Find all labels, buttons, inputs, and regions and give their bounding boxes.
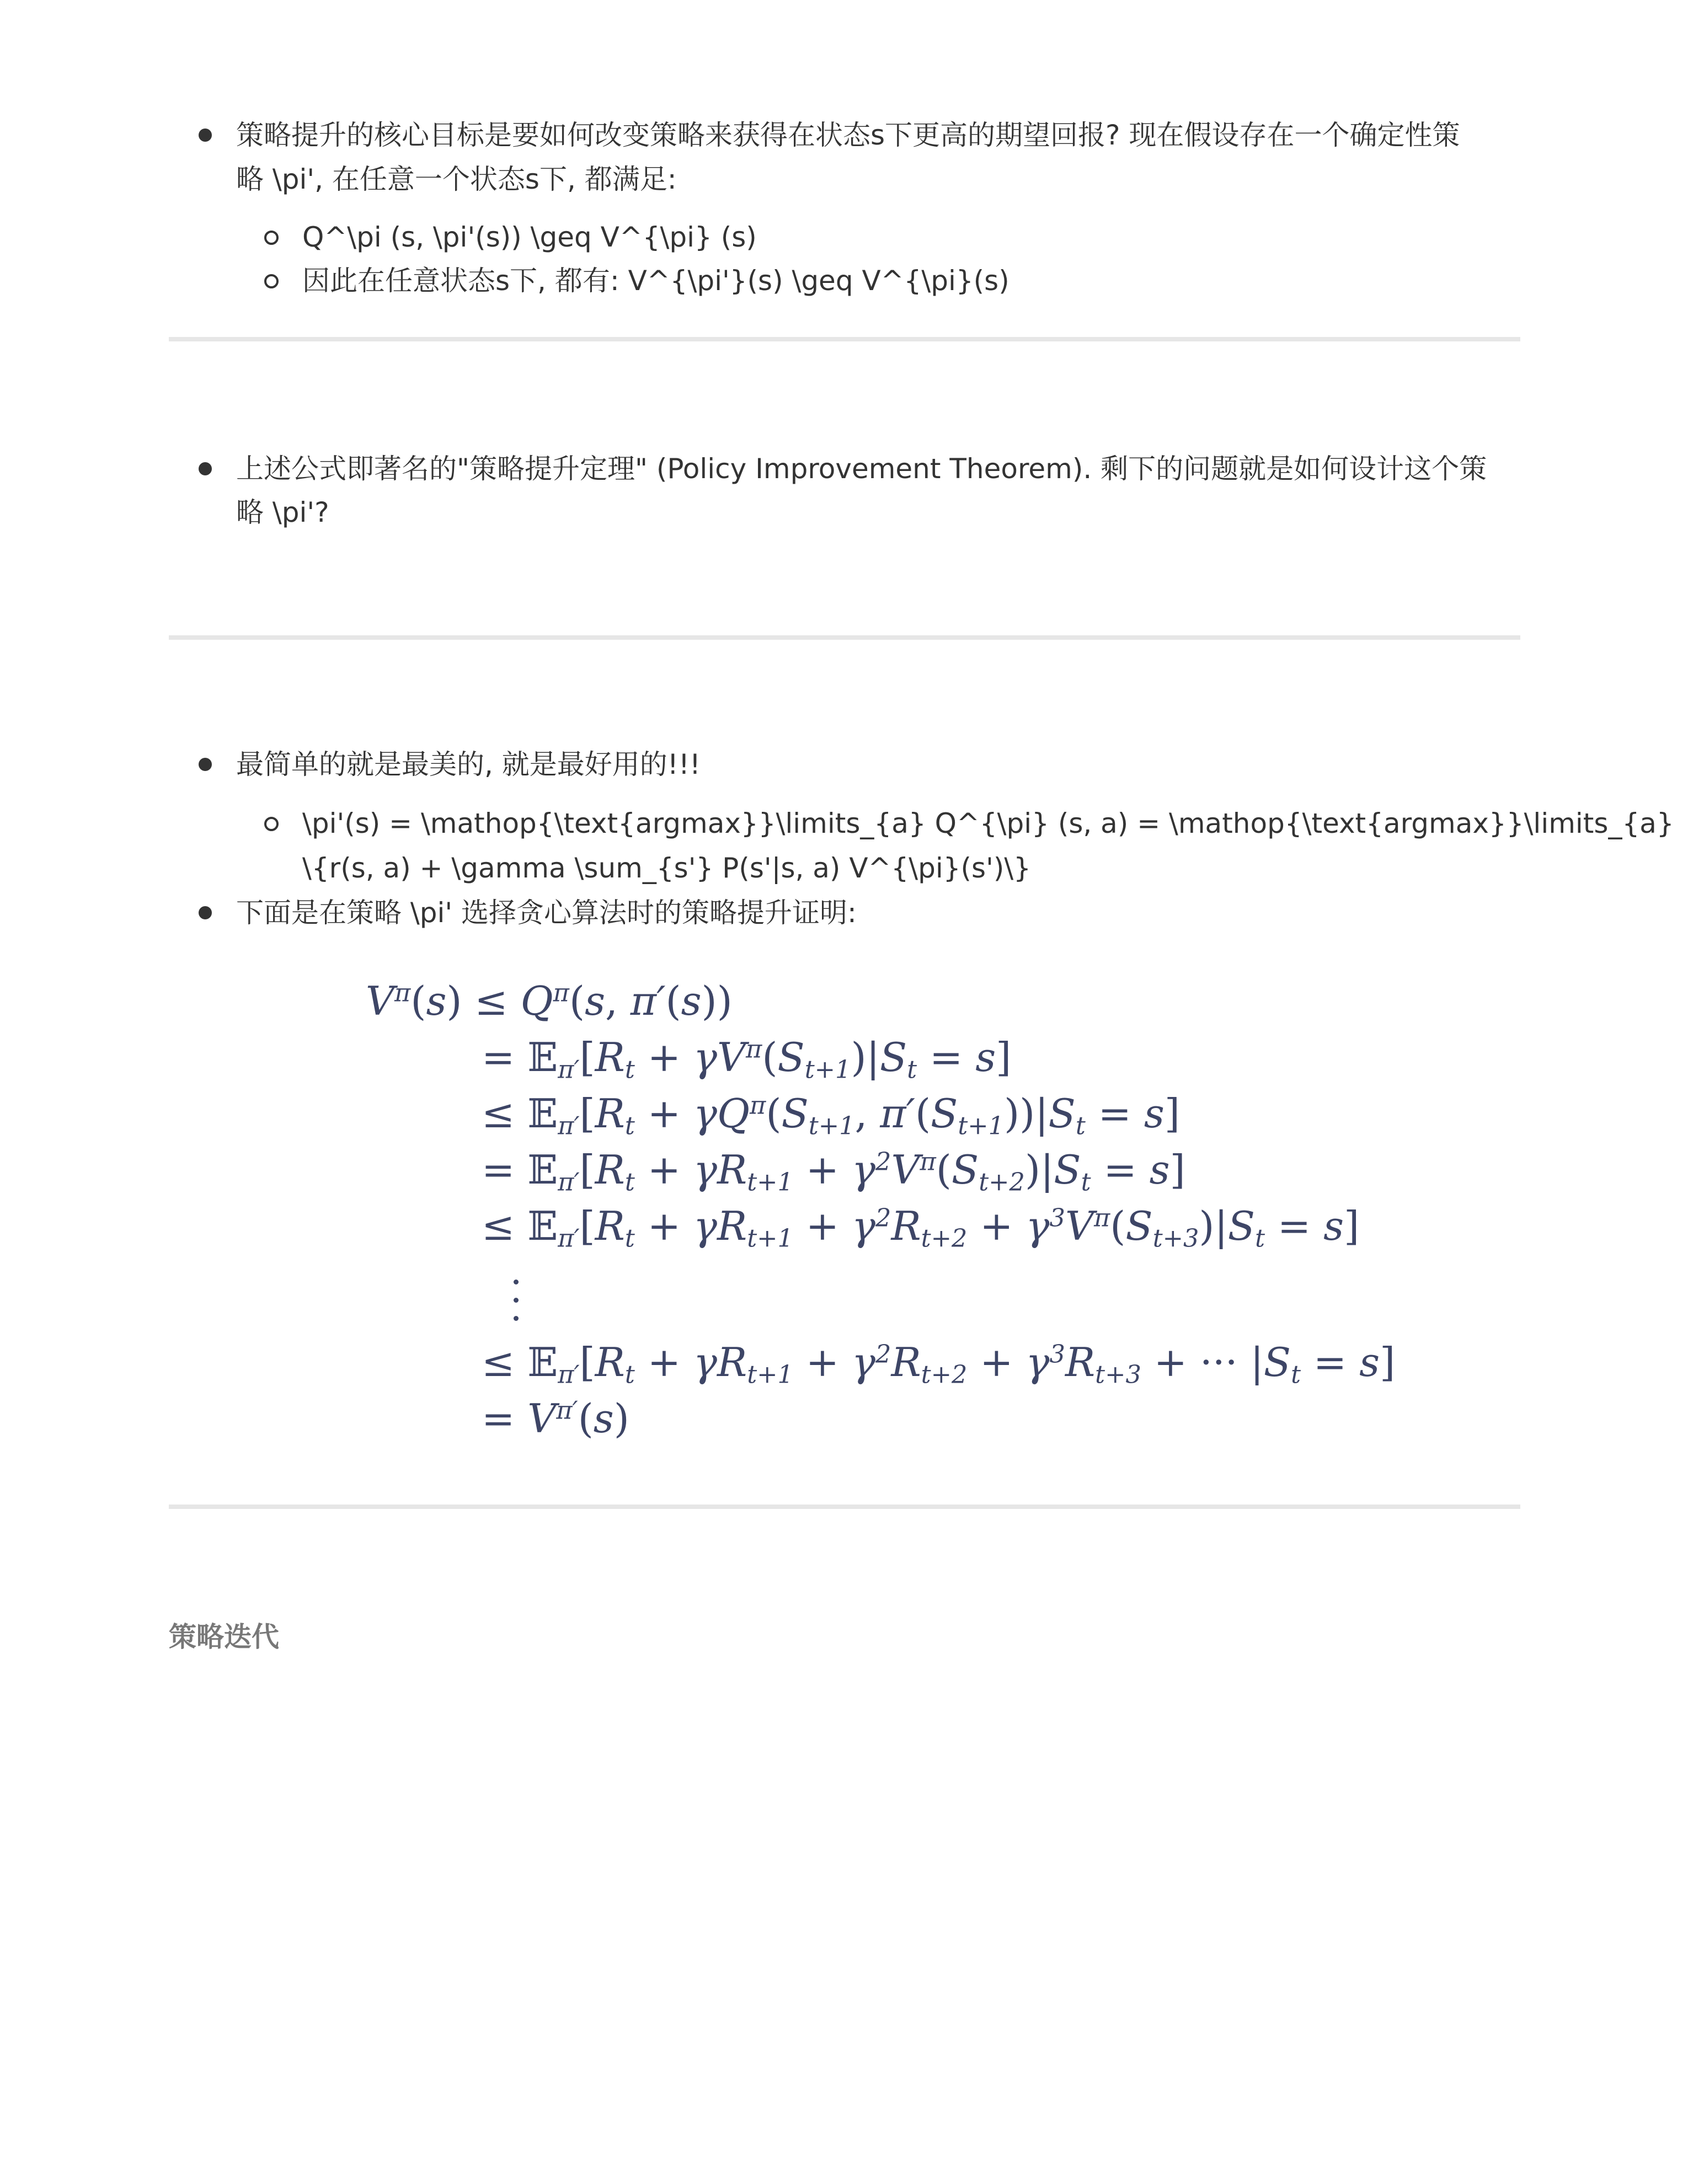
- sub-list-item: \{r(s, a) + \gamma \sum_{s'} P(s'|s, a) V^{\pi}(s')\}: [302, 852, 1031, 884]
- horizontal-divider: [169, 1505, 1520, 1509]
- bullet-disc-icon: [199, 462, 212, 475]
- bullet-circle-icon: [264, 274, 279, 288]
- equation-line-4: = $𝔼_{\pi'}[R_t + \gamma R_{t+1} + \gamma^2V^\pi(S_{t+2})|S_t = s]$: [482, 1147, 1185, 1197]
- bullet-disc-icon: [199, 758, 212, 771]
- equation-line-3: ≤ $𝔼_{\pi'}[R_t + \gamma Q^\pi(S_{t+1}$, $\pi'(S_{t+1}))|S_t = s$]: [482, 1090, 1180, 1141]
- list-item-text: 略 \pi'?: [236, 496, 329, 528]
- equation-line-2: = $𝔼_{\pi'}[R_t + \gamma V^\pi(S_{t+1})|S_t = s]$: [482, 1034, 1012, 1084]
- sub-list-item: Q^\pi (s, \pi'(s)) \geq V^{\pi} (s): [302, 221, 757, 253]
- horizontal-divider: [169, 635, 1520, 640]
- equation-line-1: $V^\pi(s) \le Q^\pi(s$, π′(s)): [366, 978, 733, 1024]
- sub-list-item: \pi'(s) = \mathop{\text{argmax}}\limits_{a} Q^{\pi} (s, a) = \mathop{\text{argmax}}\limits_{a}: [302, 807, 1674, 839]
- list-item-text: 最简单的就是最美的, 就是最好用的!!!: [236, 748, 701, 780]
- vertical-ellipsis-icon: [514, 1280, 519, 1334]
- equation-line-7: ≤ $𝔼_{\pi'}[R_t + \gamma R_{t+1} + \gamma^2R_{t+2} + \gamma^3R_{t+3}$ + ··· $|S_t = s$]: [482, 1339, 1396, 1389]
- list-item-text: 下面是在策略 \pi' 选择贪心算法时的策略提升证明:: [236, 897, 857, 929]
- sub-list-item: 因此在任意状态s下, 都有: V^{\pi'}(s) \geq V^{\pi}(s): [302, 265, 1009, 297]
- equation-line-8: = $V^{\pi'}(s)$: [482, 1395, 629, 1442]
- bullet-circle-icon: [264, 231, 279, 245]
- section-heading-policy-iteration: 策略迭代: [169, 1621, 279, 1653]
- list-item-text: 上述公式即著名的"策略提升定理" (Policy Improvement Theorem). 剩下的问题就是如何设计这个策: [236, 453, 1487, 485]
- horizontal-divider: [169, 337, 1520, 341]
- list-item-text: 策略提升的核心目标是要如何改变策略来获得在状态s下更高的期望回报? 现在假设存在一个确定性策: [236, 119, 1460, 151]
- list-item-text: 略 \pi', 在任意一个状态s下, 都满足:: [236, 163, 677, 195]
- bullet-disc-icon: [199, 906, 212, 919]
- bullet-circle-icon: [264, 817, 279, 831]
- equation-line-5: ≤ $𝔼_{\pi'}[R_t + \gamma R_{t+1} + \gamma^2R_{t+2} + \gamma^3V^\pi(S_{t+3})|S_t = s]$: [482, 1203, 1360, 1253]
- bullet-disc-icon: [199, 129, 212, 142]
